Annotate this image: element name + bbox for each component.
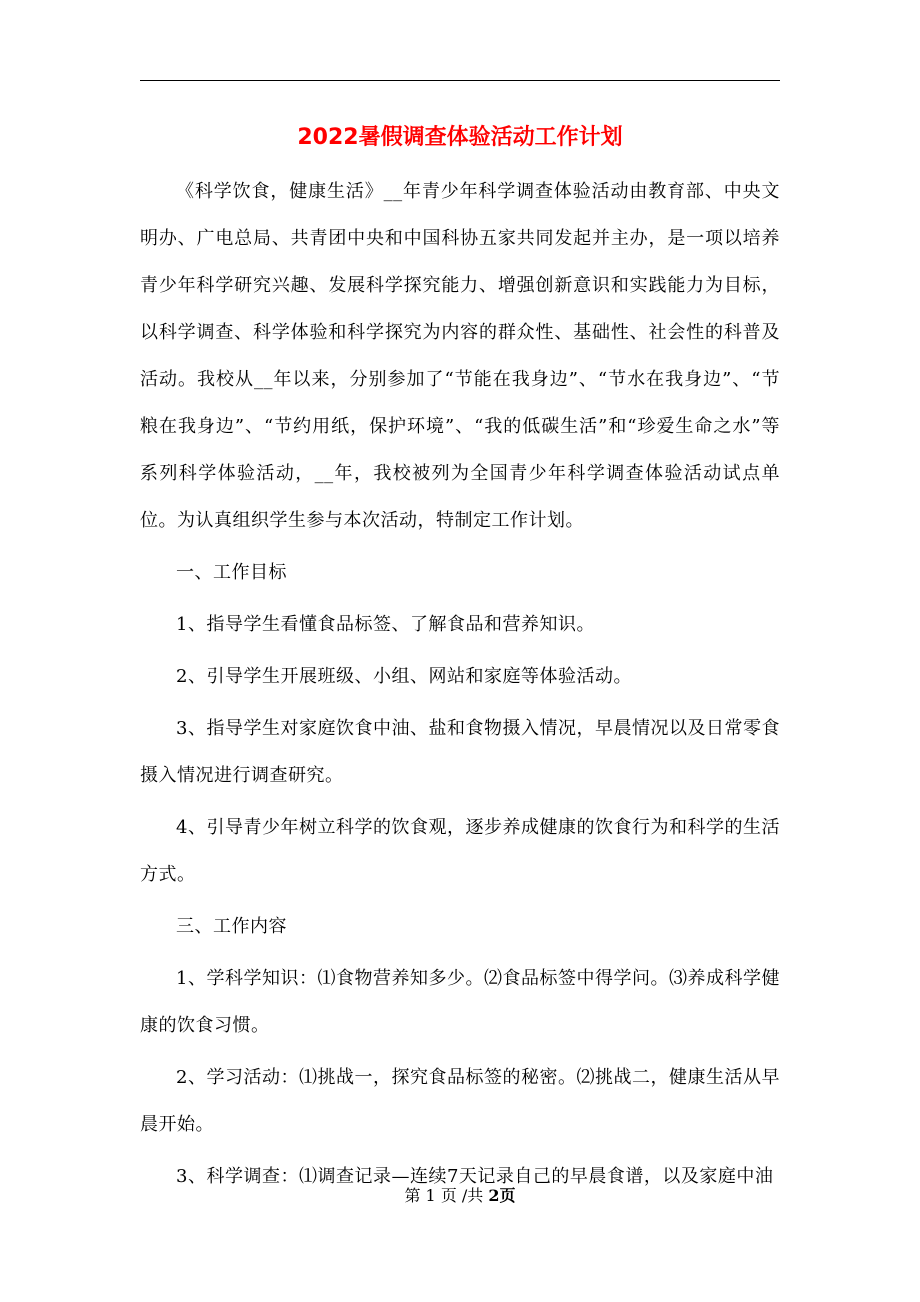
- page-footer: [140, 1182, 780, 1210]
- goal-item-3: 3、指导学生对家庭饮食中油、盐和食物摄入情况，早晨情况以及日常零食摄入情况进行调查研究。: [140, 718, 780, 786]
- footer-total-pages: 2: [488, 1186, 500, 1205]
- document-body: [140, 168, 780, 1205]
- intro-paragraph: 《科学饮食，健康生活》__年青少年科学调查体验活动由教育部、中央文明办、广电总局、共青团中央和中国科协五家共同发起并主办，是一项以培养青少年科学研究兴趣、发展科学探究能力、增强创新意识和实践能力为目标，以科学调查、科学体验和科学探究为内容的群众性、基础性、社会性的科普及活动。我校从__年以来，分别参加了“节能在我身边”、“节水在我身边”、“节粮在我身边”、“节约用纸，保护环境”、“我的低碳生活”和“珍爱生命之水”等系列科学体验活动，__年，我校被列为全国青少年科学调查体验活动试点单位。为认真组织学生参与本次活动，特制定工作计划。: [140, 181, 780, 531]
- content-item-1: 1、学科学知识：⑴食物营养知多少。⑵食品标签中得学问。⑶养成科学健康的饮食习惯。: [140, 968, 780, 1036]
- footer-middle: 页 /共: [440, 1186, 484, 1205]
- footer-prefix: 第: [404, 1186, 421, 1205]
- document-title: 2022暑假调查体验活动工作计划: [297, 125, 623, 150]
- goal-item-1: 1、指导学生看懂食品标签、了解食品和营养知识。: [176, 614, 595, 635]
- content-item-2: 2、学习活动：⑴挑战一，探究食品标签的秘密。⑵挑战二，健康生活从早晨开始。: [140, 1067, 780, 1135]
- header-rule: [140, 80, 780, 81]
- section-heading-goals: 一、工作目标: [176, 562, 287, 583]
- footer-page-number: 1: [425, 1186, 436, 1205]
- goal-item-2: 2、引导学生开展班级、小组、网站和家庭等体验活动。: [176, 666, 632, 687]
- goal-item-4: 4、引导青少年树立科学的饮食观，逐步养成健康的饮食行为和科学的生活方式。: [140, 817, 780, 885]
- content-item-3: 3、科学调查：⑴调查记录—连续7天记录自己的早晨食谱，以及家庭中油: [176, 1166, 774, 1187]
- footer-suffix: 页: [499, 1186, 516, 1205]
- section-heading-content: 三、工作内容: [176, 916, 287, 937]
